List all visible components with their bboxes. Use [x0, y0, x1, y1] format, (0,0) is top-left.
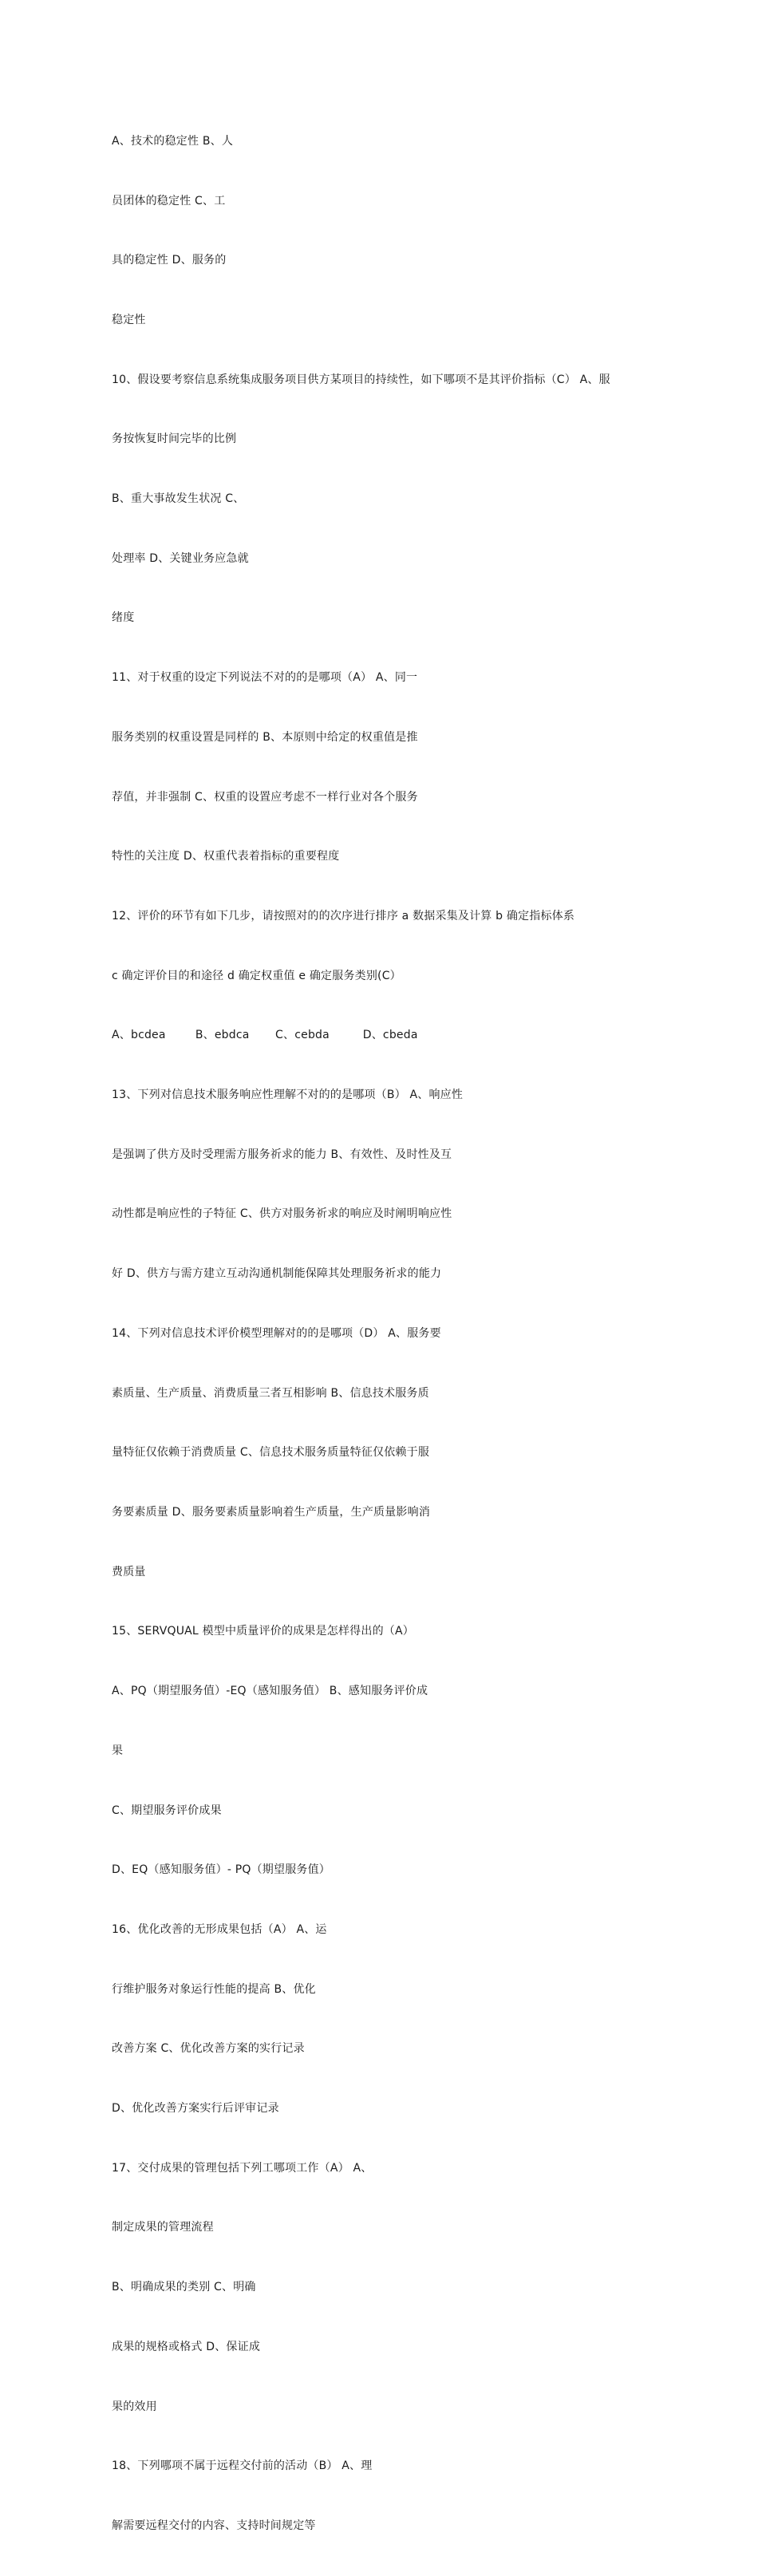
text-line: 务按恢复时间完毕的比例	[112, 433, 237, 446]
text-line: 16、优化改善的无形成果包括（A） A、运	[112, 1922, 327, 1936]
text-line: A、技术的稳定性 B、人	[112, 134, 234, 148]
text-line: D、优化改善方案实行后评审记录	[112, 2102, 279, 2116]
text-line: B、明确成果的类别 C、明确	[112, 2281, 256, 2294]
text-line: 17、交付成果的管理包括下列工哪项工作（A） A、	[112, 2161, 373, 2175]
question-text-block	[112, 92, 670, 2576]
text-line: 18、下列哪项不属于远程交付前的活动（B） A、理	[112, 2459, 373, 2473]
text-line: 特性的关注度 D、权重代表着指标的重要程度	[112, 850, 340, 863]
text-line: 制定成果的管理流程	[112, 2221, 214, 2234]
text-line: 14、下列对信息技术评价模型理解对的的是哪项（D） A、服务要	[112, 1326, 441, 1340]
text-line: 是强调了供方及时受理需方服务祈求的能力 B、有效性、及时性及互	[112, 1148, 452, 1161]
text-line: D、EQ（感知服务值）- PQ（期望服务值）	[112, 1863, 331, 1877]
text-line: 素质量、生产质量、消费质量三者互相影响 B、信息技术服务质	[112, 1386, 429, 1400]
text-line: c 确定评价目的和途径 d 确定权重值 e 确定服务类别(C）	[112, 969, 401, 982]
text-line: A、PQ（期望服务值）-EQ（感知服务值） B、感知服务评价成	[112, 1685, 428, 1698]
text-line: 稳定性	[112, 313, 146, 326]
text-line: 好 D、供方与需方建立互动沟通机制能保障其处理服务祈求的能力	[112, 1267, 442, 1281]
text-line: C、期望服务评价成果	[112, 1804, 222, 1817]
text-line: 13、下列对信息技术服务响应性理解不对的的是哪项（B） A、响应性	[112, 1088, 464, 1102]
text-line: 行维护服务对象运行性能的提高 B、优化	[112, 1982, 316, 1996]
text-line: 果	[112, 1744, 124, 1757]
text-line: 成果的规格或格式 D、保证成	[112, 2340, 261, 2353]
text-line: 荐值，并非强制 C、权重的设置应考虑不一样行业对各个服务	[112, 790, 418, 804]
text-line: B、重大事故发生状况 C、	[112, 492, 245, 506]
text-line: A、bcdea B、ebdca C、cebda D、cbeda	[112, 1029, 418, 1042]
text-line: 解需要远程交付的内容、支持时间规定等	[112, 2519, 316, 2532]
text-line: 量特征仅依赖于消费质量 C、信息技术服务质量特征仅依赖于服	[112, 1446, 430, 1460]
text-line: 12、评价的环节有如下几步，请按照对的的次序进行排序 a 数据采集及计算 b 确定指标体系	[112, 909, 575, 923]
text-line: 员团体的稳定性 C、工	[112, 194, 226, 207]
text-line: 11、对于权重的设定下列说法不对的的是哪项（A） A、同一	[112, 671, 418, 685]
text-line: 务要素质量 D、服务要素质量影响着生产质量，生产质量影响消	[112, 1505, 431, 1519]
text-line: 果的效用	[112, 2400, 157, 2413]
text-line: 15、SERVQUAL 模型中质量评价的成果是怎样得出的（A）	[112, 1625, 414, 1638]
text-line: 10、假设要考察信息系统集成服务项目供方某项目的持续性，如下哪项不是其评价指标（C） A、服	[112, 373, 610, 386]
text-line: 绪度	[112, 611, 135, 625]
text-line: 服务类别的权重设置是同样的 B、本原则中给定的权重值是推	[112, 730, 418, 744]
text-line: 动性都是响应性的子特征 C、供方对服务祈求的响应及时阐明响应性	[112, 1207, 452, 1221]
text-line: 费质量	[112, 1565, 146, 1578]
text-line: 改善方案 C、优化改善方案的实行记录	[112, 2042, 305, 2056]
text-line: 具的稳定性 D、服务的	[112, 254, 227, 267]
text-line: 处理率 D、关键业务应急就	[112, 551, 249, 565]
